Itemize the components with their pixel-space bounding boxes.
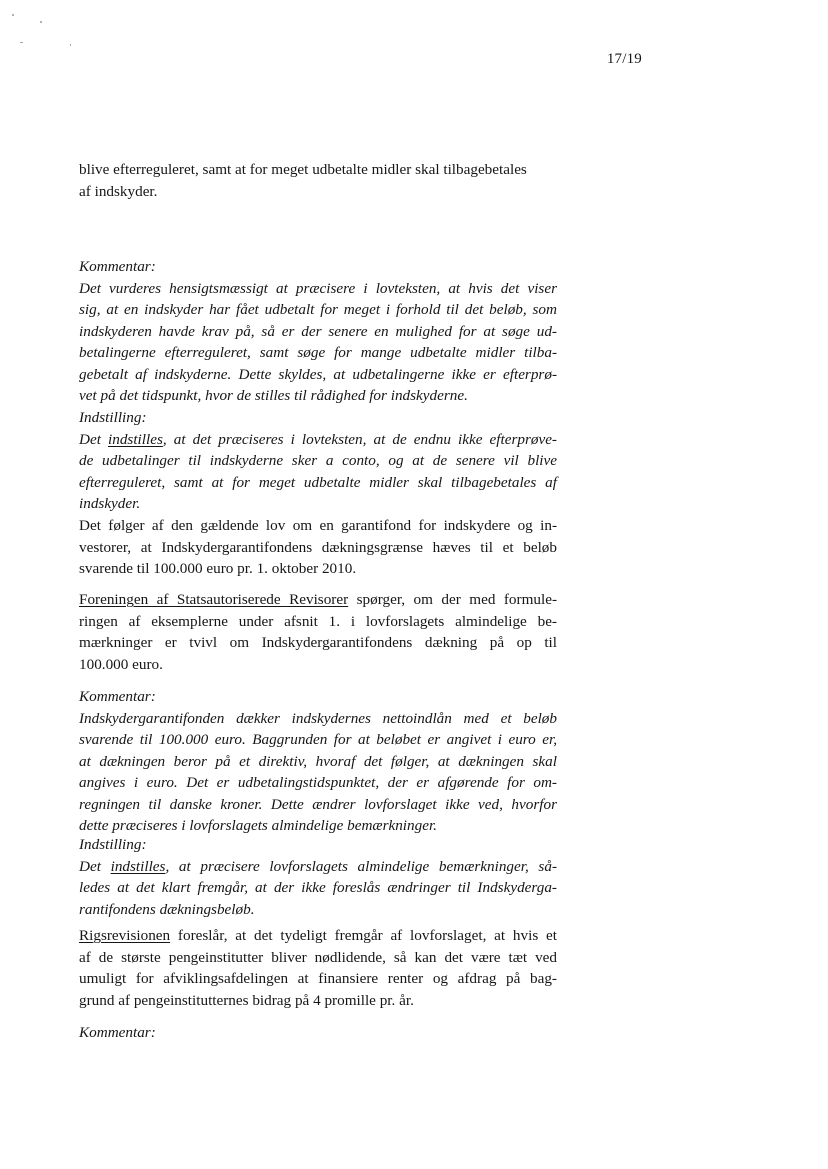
- text-line: de udbetalinger til indskyderne sker a conto, og at de senere vil blive: [79, 452, 557, 469]
- text-line: indskyderen havde krav på, så er der senere en mulighed for at søge ud-: [79, 322, 557, 340]
- text-fragment: Det: [79, 430, 109, 448]
- text-line: [79, 925, 557, 947]
- text-fragment: Det: [79, 857, 111, 875]
- underlined-term: Rigsrevisionen: [79, 927, 171, 944]
- text-line: Det vurderes hensigtsmæssigt at præcisere i lovteksten, at hvis det viser: [79, 279, 557, 297]
- text-line: at dækningen beror på et direktiv, hvoraf det følger, at dækningen skal: [79, 752, 557, 770]
- scan-speck: [40, 21, 42, 23]
- section-heading: Kommentar:: [79, 688, 156, 705]
- text-line: svarende til 100.000 euro. Baggrunden for at beløbet er angivet i euro er,: [79, 731, 557, 748]
- text-line: ledes at det klart fremgår, at der ikke foreslås ændringer til Indskyderga-: [79, 879, 557, 896]
- text-line: 100.000 euro.: [79, 655, 163, 673]
- scan-speck: [70, 44, 71, 46]
- page-number: 17/19: [606, 51, 642, 67]
- text-line: [79, 856, 557, 878]
- text-line: [79, 429, 557, 451]
- text-line: blive efterreguleret, samt at for meget udbetalte midler skal tilbagebetales: [79, 161, 527, 178]
- text-fragment: , at præcisere lovforslagets almindelige bemærkninger, så-: [165, 857, 557, 875]
- text-line: umuligt for afviklingsafdelingen at finansiere renter og afdrag på bag-: [79, 970, 557, 987]
- text-line: rantifondens dækningsbeløb.: [79, 900, 255, 918]
- scan-speck: [20, 42, 23, 43]
- text-line: gebetalt af indskyderne. Dette skyldes, at udbetalingerne ikke er efterprø-: [79, 365, 557, 383]
- text-line: indskyder.: [79, 495, 141, 512]
- text-line: angives i euro. Det er udbetalingstidspunktet, der er afgørende for om-: [79, 774, 557, 791]
- text-line: af de største pengeinstitutter bliver nødlidende, så kan det være tæt ved: [79, 948, 557, 966]
- text-fragment: spørger, om der med formule-: [348, 591, 558, 608]
- section-heading: Kommentar:: [79, 1024, 156, 1041]
- comment-section: [79, 1022, 557, 1044]
- continuation-paragraph: [79, 159, 557, 202]
- recommendation-section: [79, 407, 557, 515]
- underlined-term: indstilles: [108, 430, 163, 448]
- comment-section: [79, 686, 557, 837]
- section-heading: Indstilling:: [79, 409, 147, 426]
- text-fragment: foreslår, at det tydeligt fremgår af lovforslaget, at hvis et: [170, 927, 557, 944]
- text-line: vestorer, at Indskydergarantifondens dækningsgrænse hæves til et beløb: [79, 538, 557, 556]
- fsr-paragraph: [79, 589, 557, 675]
- text-line: sig, at en indskyder har fået udbetalt for meget i forhold til det beløb, som: [79, 301, 557, 318]
- underlined-term: Foreningen af Statsautoriserede Revisorer: [79, 591, 349, 608]
- text-line: dette præciseres i lovforslagets almindelige bemærkninger.: [79, 817, 437, 834]
- recommendation-section: [79, 834, 557, 920]
- text-line: vet på det tidspunkt, hvor de stilles til rådighed for indskyderne.: [79, 387, 468, 404]
- text-line: af indskyder.: [79, 182, 158, 200]
- underlined-term: indstilles: [110, 857, 166, 875]
- section-heading: Kommentar:: [79, 258, 156, 275]
- text-line: efterreguleret, samt at for meget udbetalte midler skal tilbagebetales af: [79, 473, 557, 491]
- text-line: ringen af eksemplerne under afsnit 1. i lovforslagets almindelige be-: [79, 612, 557, 630]
- scan-speck: [12, 14, 14, 16]
- text-fragment: , at det præciseres i lovteksten, at de endnu ikke efterprøve-: [162, 430, 557, 448]
- text-line: [79, 589, 557, 611]
- guarantee-paragraph: [79, 515, 557, 580]
- rigsrevisionen-paragraph: [79, 925, 557, 1011]
- text-line: mærkninger er tvivl om Indskydergarantifondens dækning på op til: [79, 634, 557, 651]
- text-line: regningen til danske kroner. Dette ændrer lovforslaget ikke ved, hvorfor: [79, 795, 557, 813]
- text-line: grund af pengeinstitutternes bidrag på 4 promille pr. år.: [79, 991, 414, 1009]
- text-line: betalingerne efterreguleret, samt søge for mange udbetalte midler tilba-: [79, 344, 557, 361]
- text-line: Det følger af den gældende lov om en garantifond for indskydere og in-: [79, 517, 557, 534]
- section-heading: Indstilling:: [79, 836, 147, 853]
- comment-section: [79, 256, 557, 407]
- text-line: Indskydergarantifonden dækker indskydernes nettoindlån med et beløb: [79, 709, 557, 727]
- text-line: svarende til 100.000 euro pr. 1. oktober 2010.: [79, 560, 357, 577]
